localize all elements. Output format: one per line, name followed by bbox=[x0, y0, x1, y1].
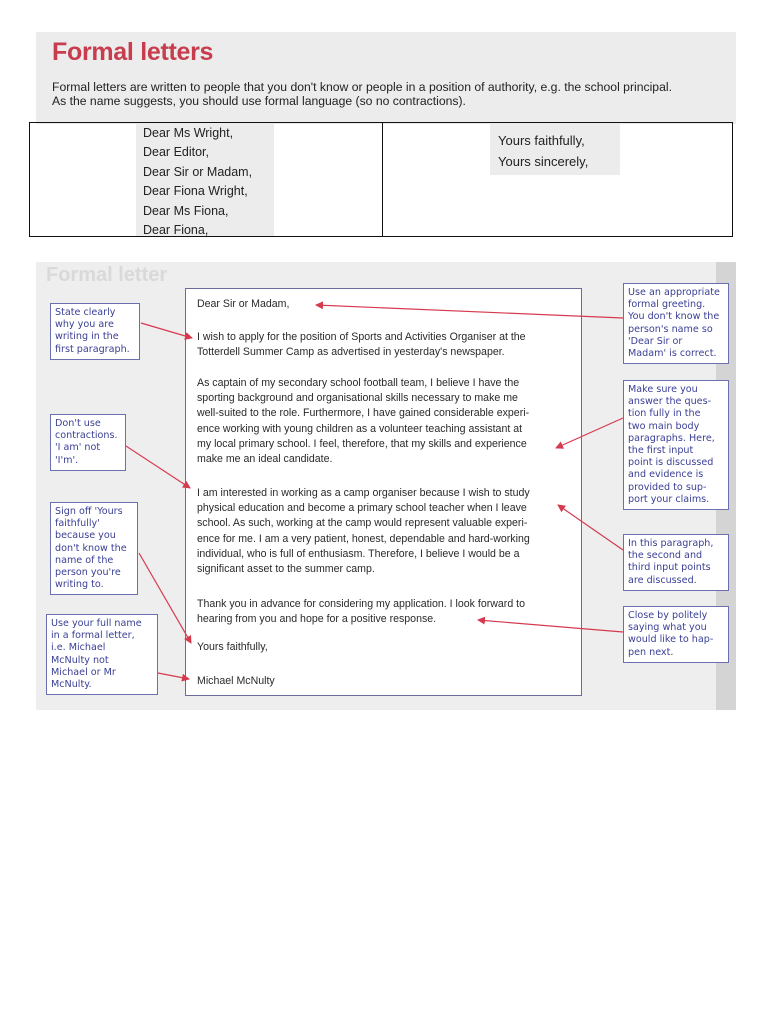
note-line: first paragraph. bbox=[55, 343, 130, 355]
note-line: You don't know the bbox=[628, 311, 720, 323]
note-line: pen next. bbox=[628, 646, 674, 658]
note-line: 'I'm'. bbox=[55, 454, 79, 466]
greeting-item: Dear Sir or Madam, bbox=[143, 164, 253, 179]
arrow-full-name bbox=[158, 673, 189, 679]
letter-line: physical education and become a primary school teacher when I leave bbox=[197, 502, 527, 515]
note-line: Madam' is correct. bbox=[628, 348, 717, 360]
note-line: would like to hap- bbox=[628, 634, 714, 646]
note-line: in a formal letter, bbox=[51, 630, 135, 642]
note-line: Sign off 'Yours bbox=[55, 506, 123, 517]
note-line: two main body bbox=[628, 420, 700, 432]
greeting-item: Dear Fiona Wright, bbox=[143, 184, 248, 199]
letter-line: ence working with young children as a volunteer teaching assistant at bbox=[197, 422, 523, 435]
letter-line: significant asset to the summer camp. bbox=[197, 563, 375, 576]
note-line: person you're bbox=[55, 567, 121, 579]
note-line: answer the ques- bbox=[628, 396, 712, 408]
letter-line: make me an ideal candidate. bbox=[197, 453, 333, 466]
note-line: person's name so bbox=[628, 323, 713, 335]
note-line: In this paragraph, bbox=[628, 538, 714, 549]
greeting-item: Dear Fiona, bbox=[143, 223, 209, 238]
note-line: 'Dear Sir or bbox=[628, 335, 683, 347]
arrow-close-politely bbox=[478, 620, 623, 632]
note-line: formal greeting. bbox=[628, 299, 706, 311]
note-line: why you are bbox=[55, 319, 114, 331]
note-line: the second and bbox=[628, 550, 703, 562]
faded-title: Formal letter bbox=[46, 264, 168, 286]
note-line: paragraphs. Here, bbox=[628, 432, 715, 444]
note-line: Use an appropriate bbox=[628, 287, 720, 298]
note-line: port your claims. bbox=[628, 493, 710, 505]
greeting-item: Dear Editor, bbox=[143, 145, 210, 160]
letter-line: sporting background and organisational skills necessary to make me bbox=[197, 392, 518, 405]
letter-closing: Yours faithfully, bbox=[197, 641, 268, 653]
note-line: State clearly bbox=[55, 307, 116, 318]
letter-line: hearing from you and hope for a positive response. bbox=[197, 613, 437, 626]
arrow-contractions bbox=[126, 446, 190, 488]
letter-line: I wish to apply for the position of Sports and Activities Organiser at the bbox=[197, 331, 526, 343]
letter-line: individual, who is full of enthusiasm. Therefore, I believe I would be a bbox=[197, 547, 520, 560]
greeting-item: Dear Ms Wright, bbox=[143, 126, 234, 140]
note-line: 'I am' not bbox=[55, 442, 101, 454]
letter-line: Totterdell Summer Camp as advertised in yesterday's newspaper. bbox=[197, 346, 505, 359]
note-line: because you bbox=[55, 530, 116, 542]
arrow-sign-off bbox=[139, 553, 191, 643]
page-heading: Formal letters bbox=[52, 38, 214, 66]
intro-line: As the name suggests, you should use formal language (so no contractions). bbox=[52, 94, 466, 108]
note-line: Michael or Mr bbox=[51, 666, 116, 678]
note-line: McNulty not bbox=[51, 654, 109, 666]
note-line: writing to. bbox=[55, 579, 104, 591]
letter-greeting: Dear Sir or Madam, bbox=[197, 298, 290, 310]
letter-line: well-suited to the role. Furthermore, I have gained considerable experi- bbox=[197, 407, 530, 420]
note-line: Use your full name bbox=[51, 618, 142, 629]
letter-line: ence for me. I am a very patient, honest, dependable and hard-working bbox=[197, 532, 530, 545]
arrow-greeting bbox=[316, 305, 623, 318]
letter-line: As captain of my secondary school football team, I believe I have the bbox=[197, 377, 520, 389]
note-line: i.e. Michael bbox=[51, 642, 106, 654]
arrow-this-paragraph bbox=[558, 505, 623, 550]
intro-line: Formal letters are written to people that you don't know or people in a position of authority, e.g. the school principal. bbox=[52, 80, 672, 94]
note-line: third input points bbox=[628, 562, 711, 574]
note-line: saying what you bbox=[628, 622, 707, 634]
note-line: Don't use bbox=[55, 418, 101, 429]
note-line: the first input bbox=[628, 445, 694, 457]
note-line: faithfully' bbox=[55, 518, 100, 530]
note-line: point is discussed bbox=[628, 457, 714, 469]
note-line: Close by politely bbox=[628, 610, 708, 621]
letter-signature: Michael McNulty bbox=[197, 675, 275, 687]
note-line: McNulty. bbox=[51, 679, 92, 691]
arrow-answer-question bbox=[556, 418, 623, 448]
note-line: writing in the bbox=[55, 331, 119, 343]
note-line: don't know the bbox=[55, 542, 127, 554]
letter-line: I am interested in working as a camp organiser because I wish to study bbox=[197, 487, 530, 499]
note-line: provided to sup- bbox=[628, 481, 707, 493]
signoff-item: Yours faithfully, bbox=[498, 133, 585, 148]
note-line: are discussed. bbox=[628, 574, 697, 586]
arrow-state-clearly bbox=[141, 323, 192, 338]
signoff-item: Yours sincerely, bbox=[498, 154, 589, 169]
note-line: name of the bbox=[55, 554, 114, 566]
greeting-item: Dear Ms Fiona, bbox=[143, 203, 229, 218]
note-line: contractions. bbox=[55, 430, 118, 442]
note-line: Make sure you bbox=[628, 384, 698, 395]
note-line: and evidence is bbox=[628, 469, 704, 481]
letter-line: school. As such, working at the camp would represent valuable experi- bbox=[197, 517, 528, 530]
letter-line: my local primary school. I feel, therefore, that my skills and experience bbox=[197, 437, 527, 450]
note-line: tion fully in the bbox=[628, 408, 701, 420]
letter-line: Thank you in advance for considering my application. I look forward to bbox=[197, 598, 525, 610]
